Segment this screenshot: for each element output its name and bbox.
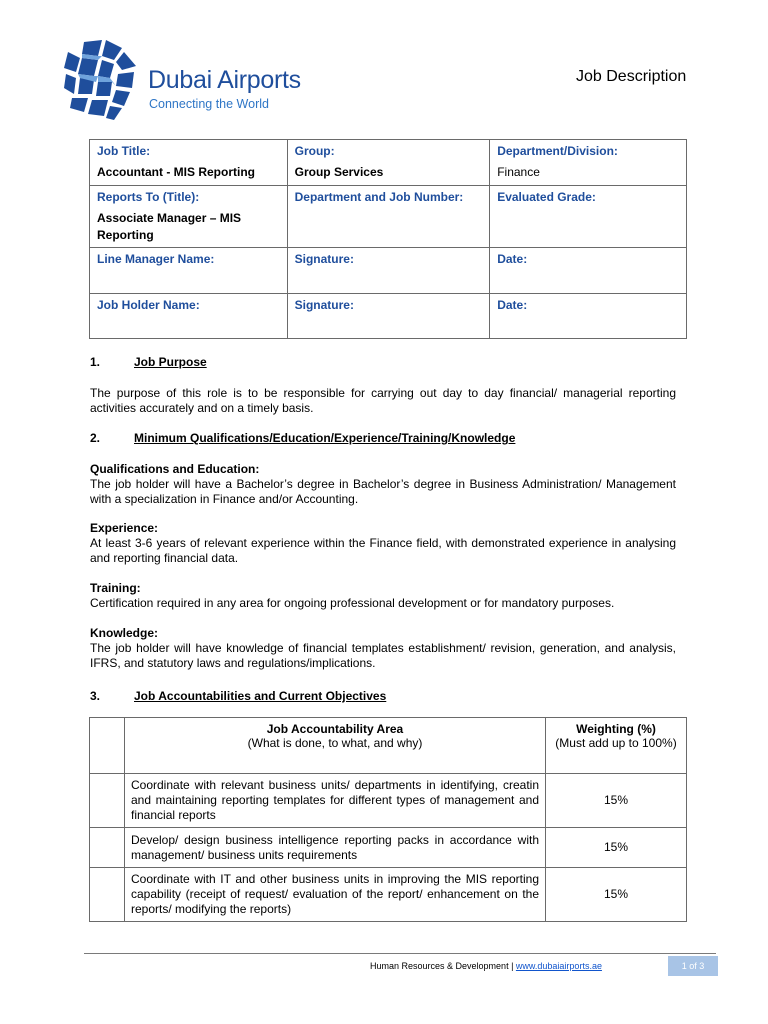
section-2-title: Minimum Qualifications/Education/Experience/Training/Knowledge [134,431,516,445]
signature-cell-1 [287,248,490,294]
weight-header-title: Weighting (%) [576,722,656,736]
group-value: Group Services [294,165,384,179]
department-cell [490,140,687,186]
experience-heading: Experience: [90,521,159,535]
reports-to-cell [90,186,288,248]
table-row [90,868,687,922]
dubai-airports-logo-icon [62,38,142,124]
area-header-title: Job Accountability Area [266,722,404,736]
weighting-value: 15% [546,868,687,922]
table-row [90,774,687,828]
page-number-badge: 1 of 3 [668,956,718,976]
evaluated-grade-label: Evaluated Grade: [497,190,596,204]
footer-department: Human Resources & Development | [370,961,516,971]
accountability-area: Coordinate with IT and other business units in improving the MIS reporting capability (receipt of request/ evaluation of the report/ enhancement on the reports/ modifying the reports) [125,868,546,922]
accountabilities-table [89,717,687,922]
section-1-number: 1. [90,355,101,369]
qualifications-block [90,462,676,507]
weight-header-sub: (Must add up to 100%) [555,736,677,750]
qualifications-heading: Qualifications and Education: [90,462,260,476]
department-value: Finance [497,165,540,179]
section-3-heading [90,689,386,703]
accountability-area: Develop/ design business intelligence reporting packs in accordance with management/ business units requirements [125,828,546,868]
section-2-heading [90,431,515,445]
signature-label-1: Signature: [294,252,354,266]
section-1-heading [90,355,207,369]
row-index-cell [90,868,125,922]
dept-job-number-label: Department and Job Number: [294,190,464,204]
section-3-title: Job Accountabilities and Current Objectives [134,689,387,703]
area-header-sub: (What is done, to what, and why) [247,736,423,750]
group-cell [287,140,490,186]
signature-label-2: Signature: [294,298,354,312]
reports-to-label: Reports To (Title): [97,190,200,204]
section-2-number: 2. [90,431,101,445]
document-title: Job Description [576,68,687,85]
knowledge-heading: Knowledge: [90,626,158,640]
footer-website-link[interactable]: www.dubaiairports.ae [515,961,602,971]
table-header-row [90,718,687,774]
signature-cell-2 [287,294,490,339]
weighting-value: 15% [546,828,687,868]
accountability-area: Coordinate with relevant business units/ departments in identifying, creatin and maintaining reporting templates for different types of management and financial reports [125,774,546,828]
training-block [90,581,676,611]
group-label: Group: [294,144,335,158]
section-1-title: Job Purpose [134,355,207,369]
reports-to-value: Associate Manager – MIS Reporting [97,211,242,242]
experience-text: At least 3-6 years of relevant experience within the Finance field, with demonstrated experience in analysing and reporting financial data. [90,536,676,565]
job-title-cell [90,140,288,186]
date-label-2: Date: [497,298,528,312]
dept-job-number-cell [287,186,490,248]
evaluated-grade-cell [490,186,687,248]
training-heading: Training: [90,581,141,595]
line-manager-label: Line Manager Name: [97,252,215,266]
area-header-cell [125,718,546,774]
experience-block [90,521,676,566]
weighting-value: 15% [546,774,687,828]
line-manager-cell [90,248,288,294]
footer-divider [84,953,716,954]
knowledge-text: The job holder will have knowledge of financial templates establishment/ revision, generation, and analysis, IFRS, and statutory laws and regulations/implications. [90,641,676,670]
section-3-number: 3. [90,689,101,703]
training-text: Certification required in any area for ongoing professional development or for mandatory purposes. [90,596,615,610]
job-title-value: Accountant - MIS Reporting [97,165,255,179]
date-label-1: Date: [497,252,528,266]
table-row [90,828,687,868]
department-label: Department/Division: [497,144,618,158]
footer-text [370,961,602,971]
knowledge-block [90,626,676,671]
row-index-cell [90,774,125,828]
job-holder-cell [90,294,288,339]
logo-tagline: Connecting the World [149,97,269,111]
job-purpose-text: The purpose of this role is to be responsible for carrying out day to day financial/ managerial reporting activities accurately and on a timely basis. [90,386,676,415]
logo-name: Dubai Airports [148,66,301,94]
job-title-label: Job Title: [97,144,151,158]
row-index-cell [90,828,125,868]
job-info-table [89,139,687,339]
empty-header-cell [90,718,125,774]
date-cell-1 [490,248,687,294]
weight-header-cell [546,718,687,774]
date-cell-2 [490,294,687,339]
job-holder-label: Job Holder Name: [97,298,200,312]
qualifications-text: The job holder will have a Bachelor’s degree in Bachelor’s degree in Business Administration/ Management with a specialization in Finance and/or Accounting. [90,477,676,506]
